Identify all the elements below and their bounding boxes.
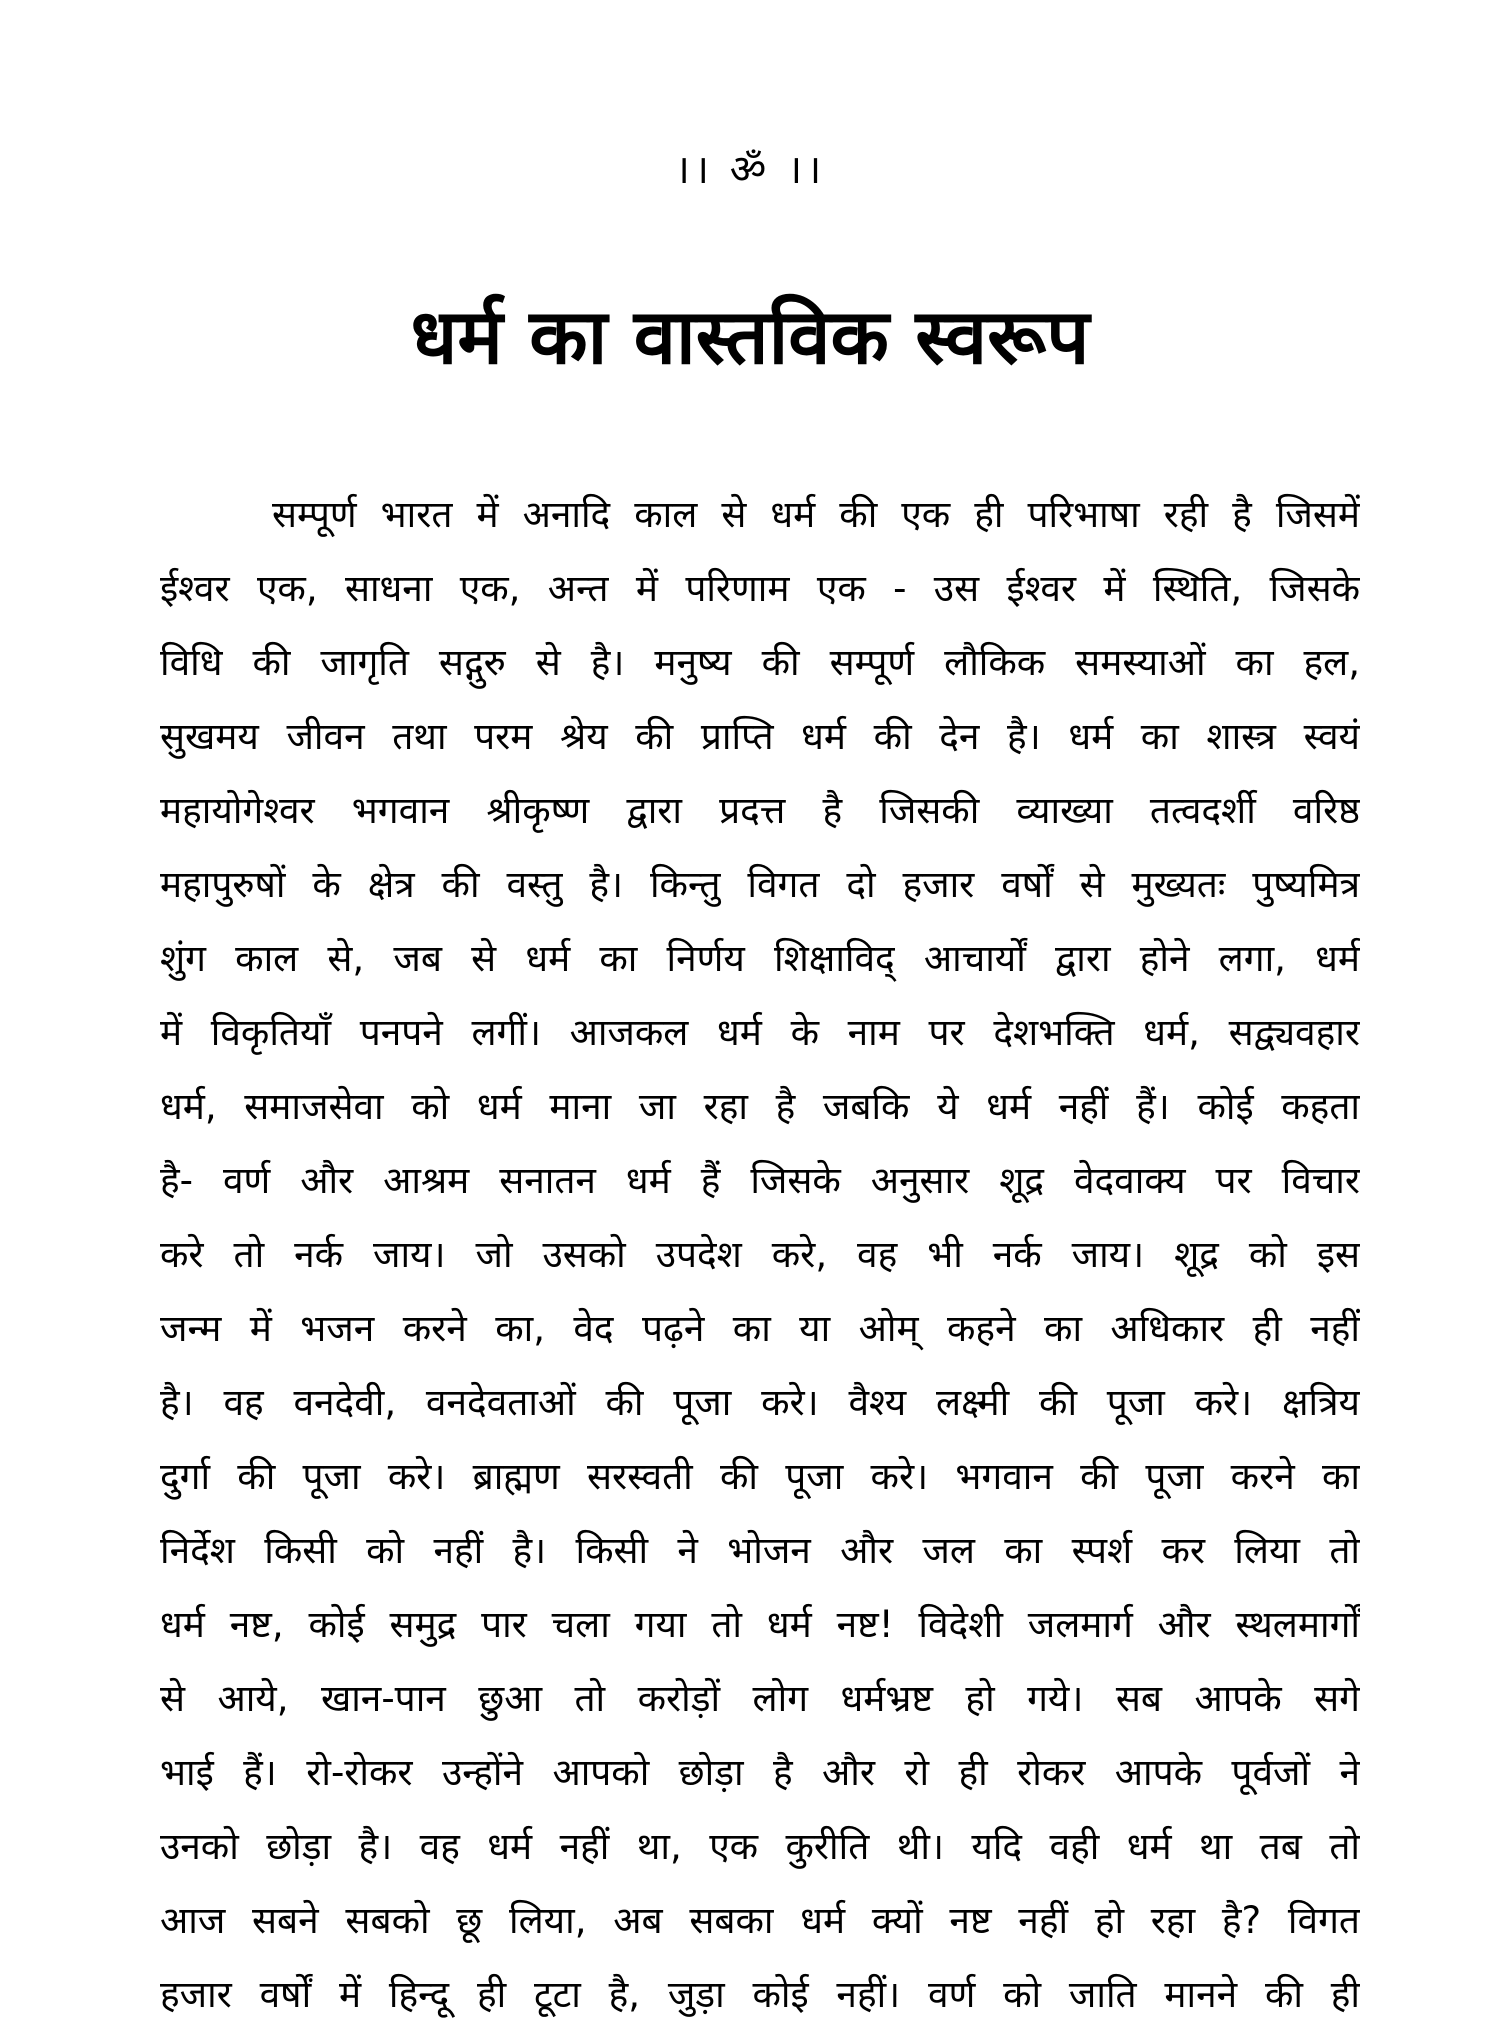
chapter-title: धर्म का वास्तविक स्वरूप bbox=[410, 292, 1090, 381]
paragraph-line: शुंग काल से, जब से धर्म का निर्णय शिक्षाविद् आचार्यों द्वारा होने लगा, धर्म bbox=[160, 937, 1360, 980]
paragraph-line: धर्म, समाजसेवा को धर्म माना जा रहा है जबकि ये धर्म नहीं हैं। कोई कहता bbox=[160, 1085, 1360, 1128]
paragraph-line: महायोगेश्वर भगवान श्रीकृष्ण द्वारा प्रदत्त है जिसकी व्याख्या तत्वदर्शी वरिष्ठ bbox=[160, 789, 1360, 832]
body-paragraph bbox=[160, 478, 1360, 2032]
paragraph-line: जन्म में भजन करने का, वेद पढ़ने का या ओम् कहने का अधिकार ही नहीं bbox=[160, 1307, 1360, 1350]
paragraph-line: है- वर्ण और आश्रम सनातन धर्म हैं जिसके अनुसार शूद्र वेदवाक्य पर विचार bbox=[160, 1159, 1360, 1202]
paragraph-line: दुर्गा की पूजा करे। ब्राह्मण सरस्वती की पूजा करे। भगवान की पूजा करने का bbox=[160, 1455, 1360, 1498]
paragraph-line: निर्देश किसी को नहीं है। किसी ने भोजन और जल का स्पर्श कर लिया तो bbox=[160, 1529, 1360, 1572]
paragraph-line: विधि की जागृति सद्गुरु से है। मनुष्य की सम्पूर्ण लौकिक समस्याओं का हल, bbox=[160, 641, 1360, 684]
paragraph-line: आज सबने सबको छू लिया, अब सबका धर्म क्यों नष्ट नहीं हो रहा है? विगत bbox=[160, 1899, 1360, 1942]
paragraph-line: भाई हैं। रो-रोकर उन्होंने आपको छोड़ा है और रो ही रोकर आपके पूर्वजों ने bbox=[160, 1751, 1360, 1794]
paragraph-line: हजार वर्षों में हिन्दू ही टूटा है, जुड़ा कोई नहीं। वर्ण को जाति मानने की ही bbox=[160, 1973, 1360, 2016]
paragraph-line: उनको छोड़ा है। वह धर्म नहीं था, एक कुरीति थी। यदि वही धर्म था तब तो bbox=[160, 1825, 1360, 1868]
paragraph-line: है। वह वनदेवी, वनदेवताओं की पूजा करे। वैश्य लक्ष्मी की पूजा करे। क्षत्रिय bbox=[160, 1381, 1360, 1424]
paragraph-line: धर्म नष्ट, कोई समुद्र पार चला गया तो धर्म नष्ट! विदेशी जलमार्ग और स्थलमार्गों bbox=[160, 1603, 1360, 1646]
paragraph-line: ईश्वर एक, साधना एक, अन्त में परिणाम एक - उस ईश्वर में स्थिति, जिसके bbox=[160, 567, 1360, 610]
om-invocation: ।। ॐ ।। bbox=[674, 147, 826, 193]
paragraph-line: से आये, खान-पान छुआ तो करोड़ों लोग धर्मभ्रष्ट हो गये। सब आपके सगे bbox=[160, 1677, 1360, 1720]
paragraph-line: में विकृतियाँ पनपने लगीं। आजकल धर्म के नाम पर देशभक्ति धर्म, सद्व्यवहार bbox=[160, 1011, 1360, 1054]
paragraph-line: महापुरुषों के क्षेत्र की वस्तु है। किन्तु विगत दो हजार वर्षों से मुख्यतः पुष्यमित्र bbox=[160, 863, 1360, 906]
paragraph-line: सुखमय जीवन तथा परम श्रेय की प्राप्ति धर्म की देन है। धर्म का शास्त्र स्वयं bbox=[160, 715, 1360, 758]
paragraph-line: करे तो नर्क जाय। जो उसको उपदेश करे, वह भी नर्क जाय। शूद्र को इस bbox=[160, 1233, 1360, 1276]
paragraph-line: सम्पूर्ण भारत में अनादि काल से धर्म की एक ही परिभाषा रही है जिसमें bbox=[272, 493, 1360, 536]
